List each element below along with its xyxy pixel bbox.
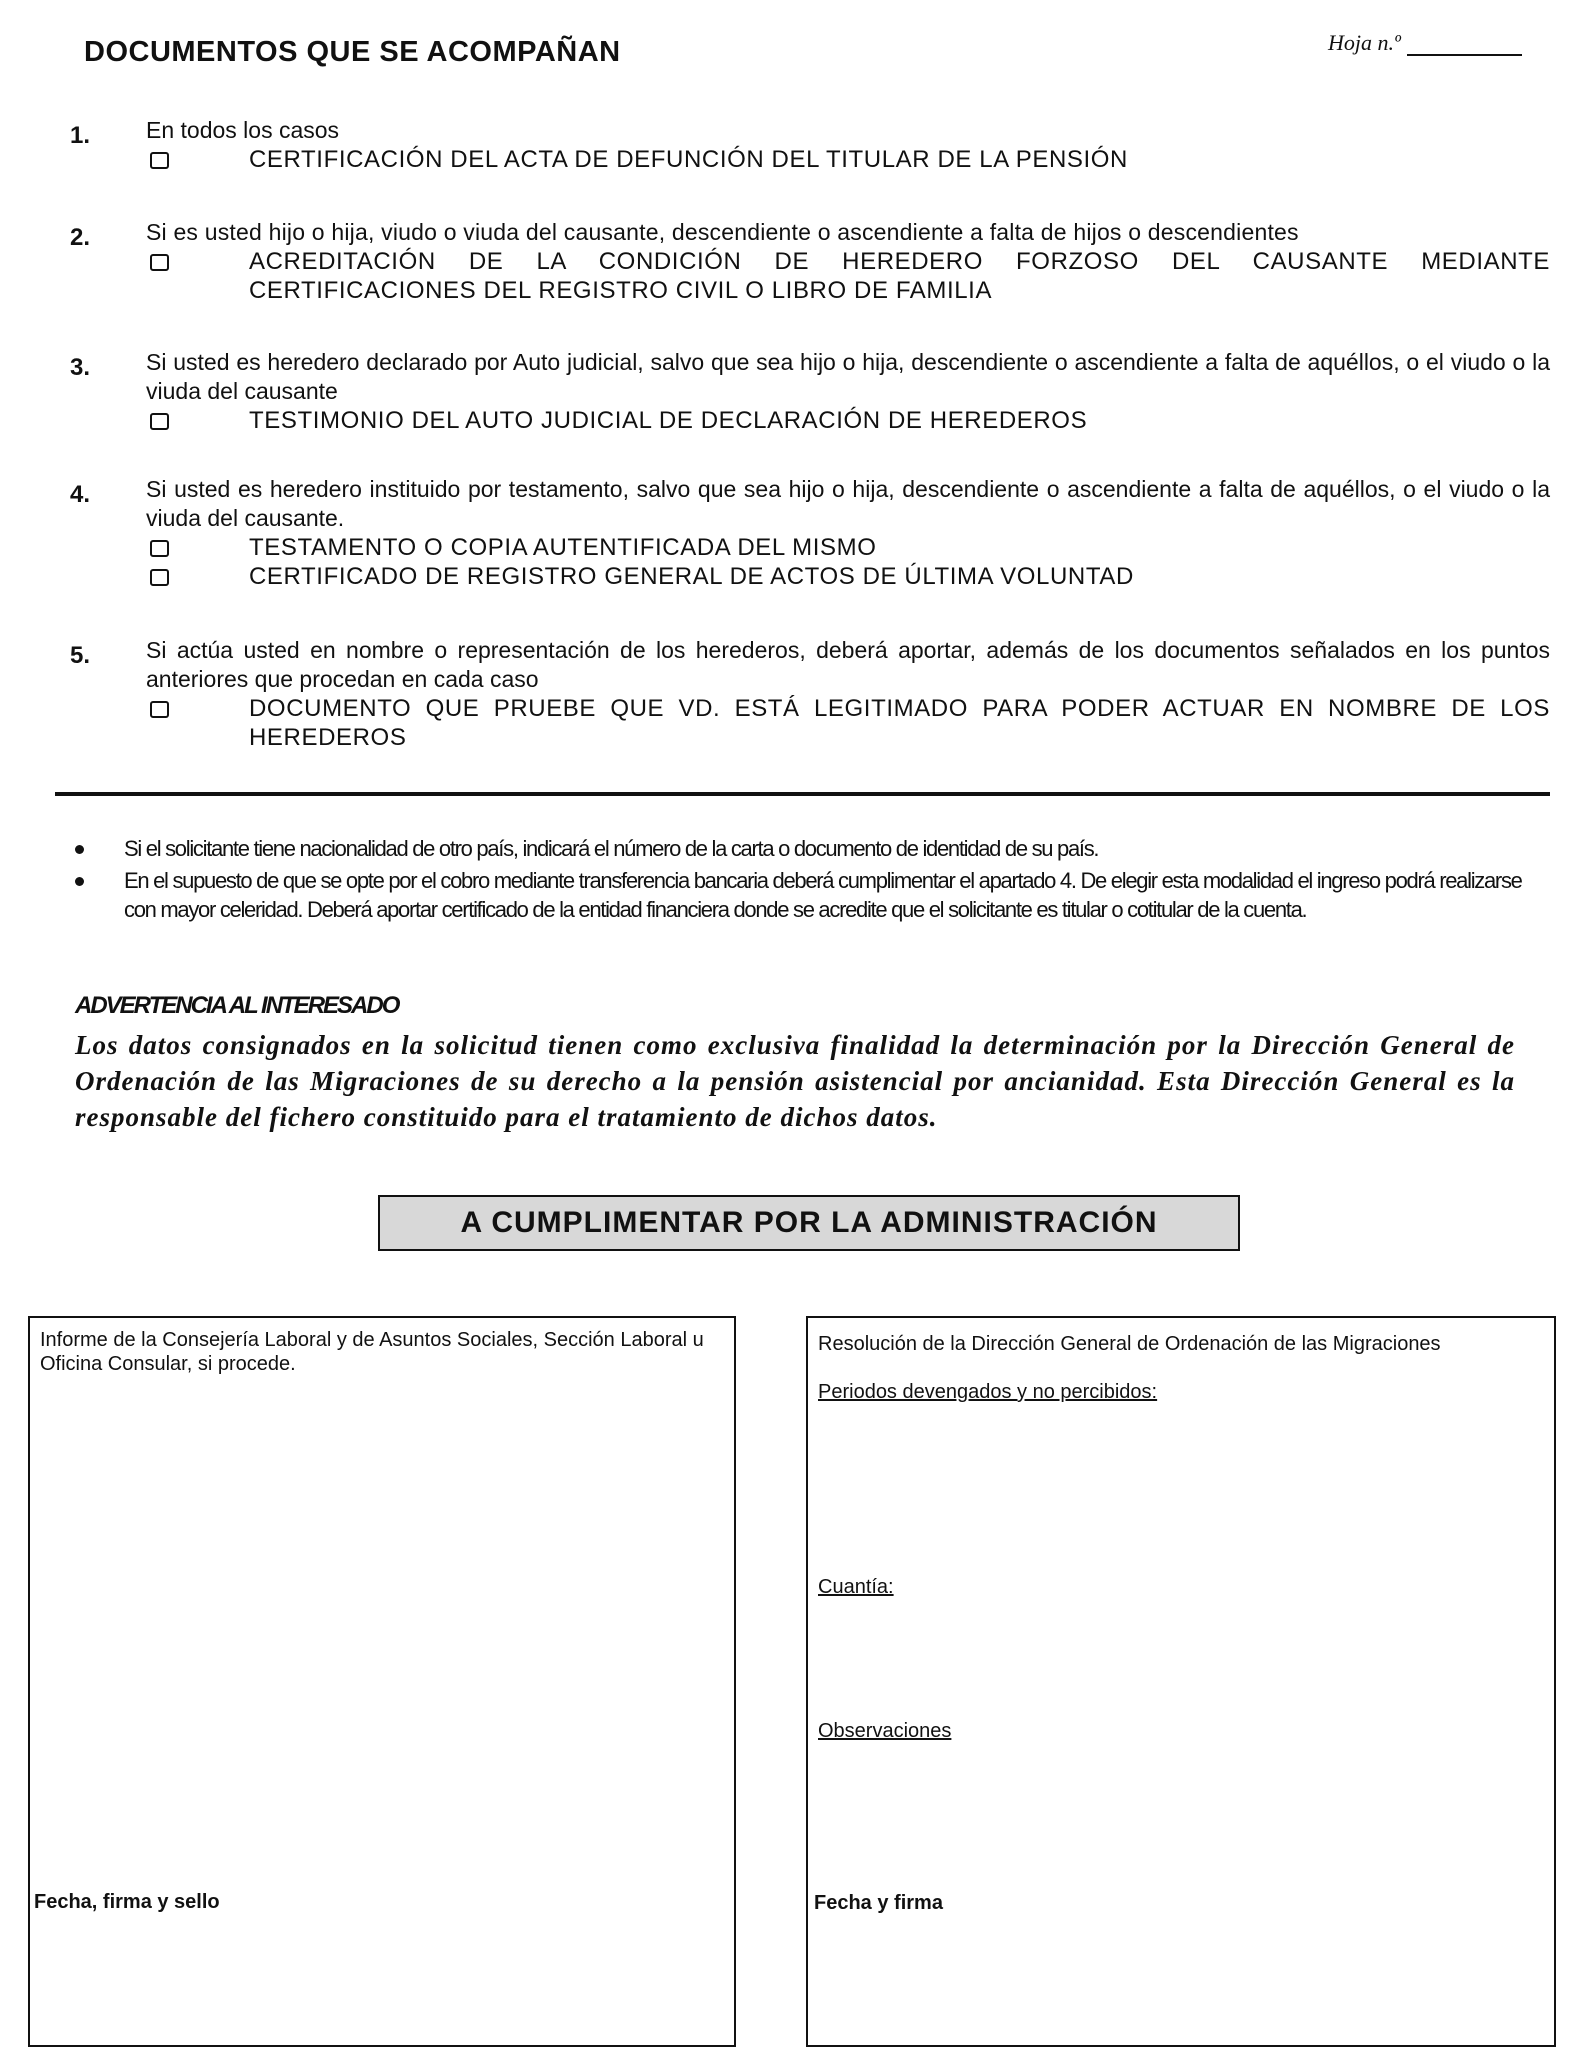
item-condition: Si actúa usted en nombre o representación de los herederos, deberá aportar, además de los documentos señalados en los puntos anteriores que procedan en cada caso	[146, 637, 1550, 692]
document-item-2	[70, 218, 1550, 305]
note-item	[75, 866, 1545, 924]
warning-title: ADVERTENCIA AL INTERESADO	[75, 992, 399, 1019]
required-document	[146, 145, 1550, 174]
document-checkbox[interactable]	[150, 540, 169, 557]
bullet-icon	[75, 845, 84, 854]
item-number: 1.	[70, 122, 91, 149]
item-number: 3.	[70, 354, 91, 381]
resolution-title: Resolución de la Dirección General de Ordenación de las Migraciones	[818, 1333, 1441, 1355]
bullet-icon	[75, 877, 84, 886]
document-name: ACREDITACIÓN DE LA CONDICIÓN DE HEREDERO FORZOSO DEL CAUSANTE MEDIANTE CERTIFICACIONES DEL REGISTRO CIVIL O LIBRO DE FAMILIA	[249, 248, 1550, 304]
page-title: DOCUMENTOS QUE SE ACOMPAÑAN	[84, 36, 621, 68]
consular-report-title: Informe de la Consejería Laboral y de Asuntos Sociales, Sección Laboral u Oficina Consular, si procede.	[40, 1329, 704, 1375]
note-text: Si el solicitante tiene nacionalidad de otro país, indicará el número de la carta o documento de identidad de su país.	[124, 836, 1099, 861]
admin-section-banner: A CUMPLIMENTAR POR LA ADMINISTRACIÓN	[378, 1195, 1240, 1251]
document-name: TESTAMENTO O COPIA AUTENTIFICADA DEL MISMO	[249, 534, 877, 561]
item-condition: Si es usted hijo o hija, viudo o viuda del causante, descendiente o ascendiente a falta de hijos o descendientes	[146, 219, 1299, 245]
document-name: CERTIFICADO DE REGISTRO GENERAL DE ACTOS DE ÚLTIMA VOLUNTAD	[249, 563, 1134, 590]
observations-label: Observaciones	[818, 1720, 952, 1742]
item-condition: En todos los casos	[146, 117, 340, 143]
item-condition: Si usted es heredero declarado por Auto judicial, salvo que sea hijo o hija, descendiente o ascendiente a falta de aquéllos, o el viudo o la viuda del causante	[146, 349, 1550, 404]
document-item-4	[70, 475, 1550, 591]
item-condition: Si usted es heredero instituido por testamento, salvo que sea hijo o hija, descendiente o ascendiente a falta de aquéllos, o el viudo o la viuda del causante.	[146, 476, 1550, 531]
required-document	[146, 562, 1550, 591]
signature-label: Fecha, firma y sello	[34, 1891, 220, 1913]
document-checkbox[interactable]	[150, 152, 169, 169]
document-item-5	[70, 636, 1550, 752]
signature-label: Fecha y firma	[814, 1892, 943, 1914]
document-checkbox[interactable]	[150, 569, 169, 586]
item-number: 4.	[70, 481, 91, 508]
required-document	[146, 247, 1550, 305]
document-item-1	[70, 116, 1550, 174]
sheet-number-field[interactable]	[1407, 32, 1522, 56]
warning-text: Los datos consignados en la solicitud tienen como exclusiva finalidad la determinación por la Dirección General de Ordenación de las Migraciones de su derecho a la pensión asistencial por ancianidad. Esta Dirección General es la responsable del fichero constituido para el tratamiento de dichos datos.	[75, 1030, 1515, 1132]
resolution-box	[806, 1316, 1556, 2047]
document-checkbox[interactable]	[150, 701, 169, 718]
required-document	[146, 406, 1550, 435]
document-name: CERTIFICACIÓN DEL ACTA DE DEFUNCIÓN DEL TITULAR DE LA PENSIÓN	[249, 146, 1128, 173]
document-name: DOCUMENTO QUE PRUEBE QUE VD. ESTÁ LEGITIMADO PARA PODER ACTUAR EN NOMBRE DE LOS HEREDEROS	[249, 695, 1550, 751]
document-name: TESTIMONIO DEL AUTO JUDICIAL DE DECLARACIÓN DE HEREDEROS	[249, 407, 1088, 434]
item-number: 5.	[70, 642, 91, 669]
required-document	[146, 533, 1550, 562]
section-divider	[55, 792, 1550, 796]
document-checkbox[interactable]	[150, 254, 169, 271]
document-item-3	[70, 348, 1550, 435]
note-item	[75, 834, 1545, 863]
periods-label: Periodos devengados y no percibidos:	[818, 1381, 1158, 1403]
note-text: En el supuesto de que se opte por el cobro mediante transferencia bancaria deberá cumplimentar el apartado 4. De elegir esta modalidad el ingreso podrá realizarse con mayor celeridad. Deberá aportar certificado de la entidad financiera donde se acredite que el solicitante es titular o cotitular de la cuenta.	[124, 868, 1522, 922]
sheet-label: Hoja n.º	[1328, 30, 1401, 55]
item-number: 2.	[70, 224, 91, 251]
amount-label: Cuantía:	[818, 1576, 894, 1598]
document-checkbox[interactable]	[150, 413, 169, 430]
sheet-number	[1328, 30, 1522, 56]
required-document	[146, 694, 1550, 752]
consular-report-box	[28, 1316, 736, 2047]
